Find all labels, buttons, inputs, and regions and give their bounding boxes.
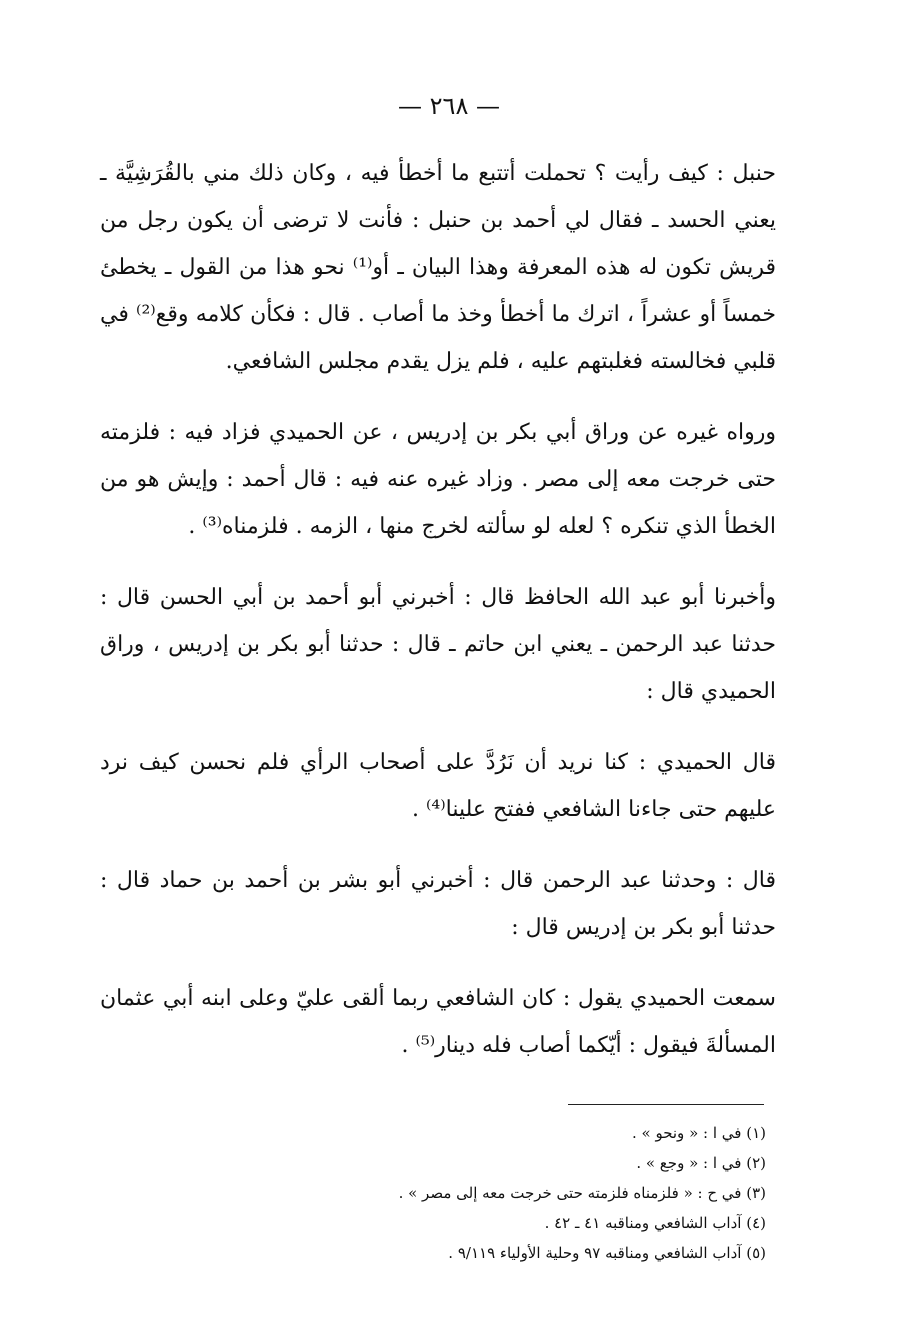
body-text <box>100 150 776 1069</box>
paragraph: سمعت الحميدي يقول : كان الشافعي ربما ألقى عليّ وعلى ابنه أبي عثمان المسألةَ فيقول : أيّكما أصاب فله دينار⁽⁵⁾ . <box>100 986 776 1058</box>
paragraph: وأخبرنا أبو عبد الله الحافظ قال : أخبرني أبو أحمد بن أبي الحسن قال : حدثنا عبد الرحمن ـ يعني ابن حاتم ـ قال : حدثنا أبو بكر بن إدريس ، وراق الحميدي قال : <box>100 585 776 704</box>
footnote: (٢) في ا : « وجع » . <box>636 1154 766 1172</box>
paragraph: قال الحميدي : كنا نريد أن نَرُدَّ على أصحاب الرأي فلم نحسن كيف نرد عليهم حتى جاءنا الشافعي ففتح علينا⁽⁴⁾ . <box>100 750 776 822</box>
paragraph: ورواه غيره عن وراق أبي بكر بن إدريس ، عن الحميدي فزاد فيه : فلزمته حتى خرجت معه إلى مصر . وزاد غيره عنه فيه : قال أحمد : وإيش هو من الخطأ الذي تنكره ؟ لعله لو سألته لخرج منها ، الزمه . فلزمناه⁽³⁾ . <box>100 420 776 539</box>
page-number: — ٢٦٨ — <box>398 92 500 120</box>
paragraph: قال : وحدثنا عبد الرحمن قال : أخبرني أبو بشر بن أحمد بن حماد قال : حدثنا أبو بكر بن إدريس قال : <box>100 868 776 940</box>
footnotes <box>330 1118 766 1268</box>
footnote: (١) في ا : « ونحو » . <box>631 1124 766 1142</box>
footnote: (٤) آداب الشافعي ومناقبه ٤١ ـ ٤٢ . <box>544 1214 766 1232</box>
paragraph: حنبل : كيف رأيت ؟ تحملت أتتبع ما أخطأ فيه ، وكان ذلك مني بالقُرَشِيَّة ـ يعني الحسد ـ فقال لي أحمد بن حنبل : فأنت لا ترضى أن يكون رجل من قريش تكون له هذه المعرفة وهذا البيان ـ أو⁽¹⁾ نحو هذا من القول ـ يخطئ خمساً أو عشراً ، اترك ما أخطأ وخذ ما أصاب . قال : فكأن كلامه وقع⁽²⁾ في قلبي فخالسته فغلبتهم عليه ، فلم يزل يقدم مجلس الشافعي. <box>100 161 777 374</box>
footnote: (٥) آداب الشافعي ومناقبه ٩٧ وحلية الأولياء ٩/١١٩ . <box>448 1244 766 1262</box>
footnote-divider <box>568 1104 764 1105</box>
footnote: (٣) في ح : « فلزمناه فلزمته حتى خرجت معه إلى مصر » . <box>398 1184 766 1202</box>
